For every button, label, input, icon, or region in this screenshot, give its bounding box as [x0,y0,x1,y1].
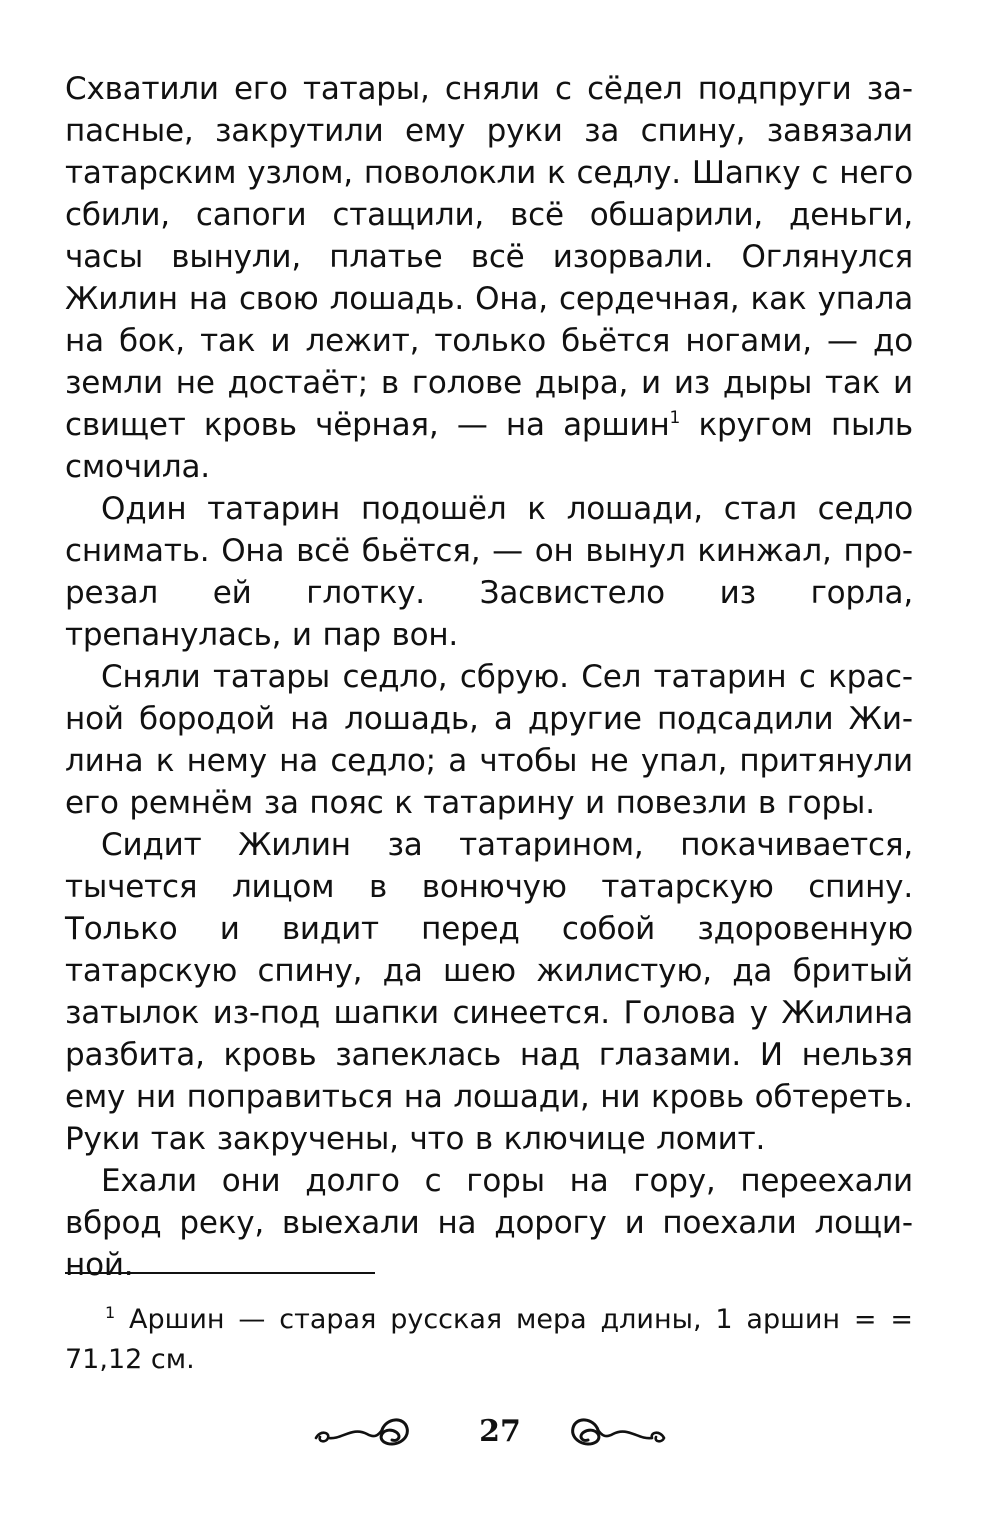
footnote-divider [65,1272,375,1274]
footnote-reference[interactable]: 1 [669,408,681,428]
paragraph-3: Сняли татары седло, сбрую. Сел татарин с красной бородой на лошадь, а другие подсадили Жилина к нему на седло; а чтобы не упал, притянули его ремнём за пояс к татарину и повезли в горы. [65,659,913,821]
footnote-marker: 1 [105,1303,116,1322]
paragraph-5: Ехали они долго с горы на гору, переехали вброд реку, выехали на дорогу и поехали лощиной. [65,1163,913,1283]
footnote [65,1300,913,1380]
paragraph-4: Сидит Жилин за татарином, покачивается, тычется лицом в вонючую татарскую спину. Только и видит перед собой здоровенную татарскую спину, да шею жилистую, да бритый затылок из-под шапки синеется. Голова у Жилина разбита, кровь запеклась над глазами. И нельзя ему ни поправиться на лошади, ни кровь обтереть. Руки так закручены, что в ключице ломит. [65,827,913,1157]
paragraph-1-tail: кругом пыль смочила. [65,407,913,485]
paragraph-2: Один татарин подошёл к лошади, стал седло снимать. Она всё бьётся, — он вынул кинжал, прорезал ей глотку. Засвистело из горла, трепанулась, и пар вон. [65,491,913,653]
page-body [65,68,913,1286]
paragraph-1-text: Схватили его татары, сняли с сёдел подпруги запасные, закрутили ему руки за спину, завязали татарским узлом, поволокли к седлу. Шапку с него сбили, сапоги стащили, всё обшарили, деньги, часы вынули, платье всё изорвали. Оглянулся Жилин на свою лошадь. Она, сердечная, как упала на бок, так и лежит, только бьётся ногами, — до земли не достаёт; в голове дыра, и из дыры так и свищет кровь чёрная, — на аршин [65,71,913,443]
page-number: 27 [479,1414,521,1449]
left-swirl-ornament-icon [312,1406,412,1450]
footnote-text: Аршин — старая русская мера длины, 1 аршин = = 71,12 см. [65,1304,913,1375]
page-footer [0,1402,1000,1462]
right-swirl-ornament-icon [568,1406,668,1450]
paragraph-1 [65,68,913,488]
